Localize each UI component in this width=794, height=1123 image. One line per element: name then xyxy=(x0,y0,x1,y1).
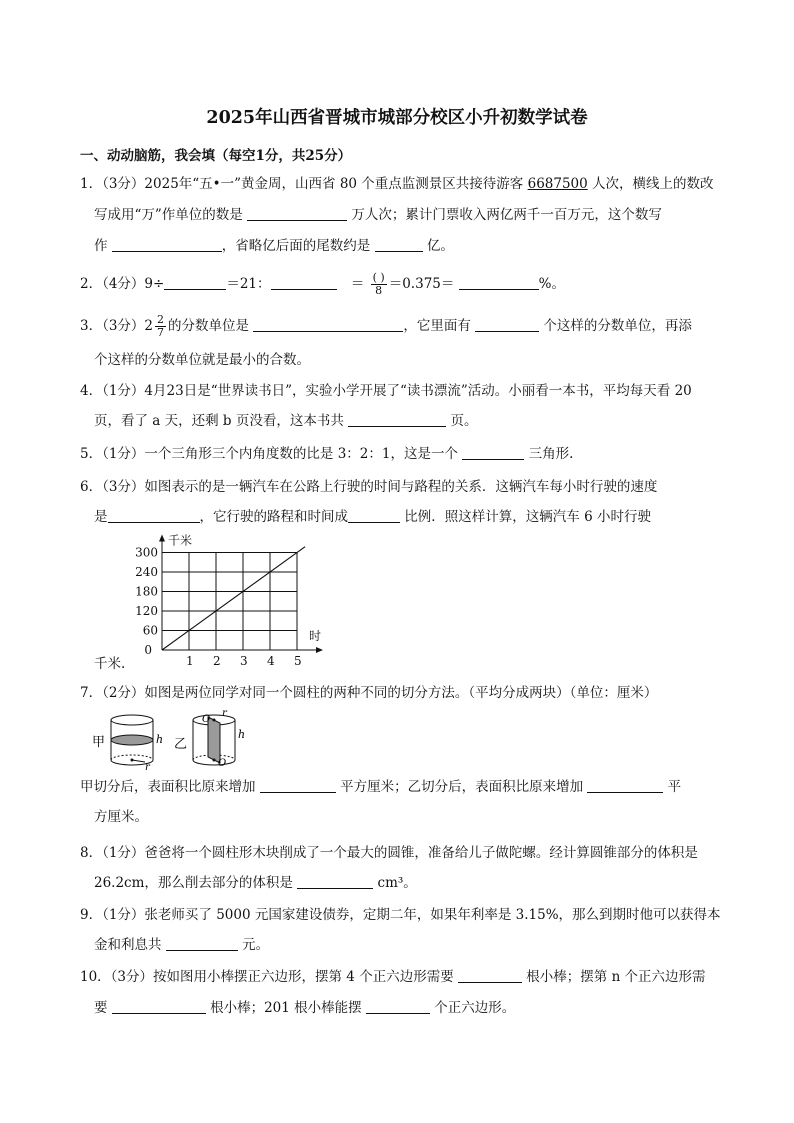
q2-text: %。 xyxy=(538,276,565,292)
q2-text: 2．（4分）9÷ xyxy=(80,276,165,292)
q10-text: 10．（3分）按如图用小棒摆正六边形，摆第 4 个正六边形需要 xyxy=(80,969,458,985)
answer-blank[interactable] xyxy=(297,874,373,889)
exam-title: 2025年山西省晋城市城部分校区小升初数学试卷 xyxy=(206,108,588,128)
q7-line1 xyxy=(80,683,657,703)
fig-label-yi: 乙 xyxy=(174,737,188,752)
answer-blank[interactable] xyxy=(348,508,400,523)
q8-text: 8．（1分）爸爸将一个圆柱形木块削成了一个最大的圆锥，准备给儿子做陀螺。经计算圆锥部分的体积是 xyxy=(80,845,698,861)
x-tick-label: 2 xyxy=(213,654,221,667)
q5-text: 5．（1分）一个三角形三个内角度数的比是 3：2：1，这是一个 xyxy=(80,446,463,462)
q1-line1 xyxy=(80,174,714,194)
answer-blank[interactable] xyxy=(112,237,222,252)
fig-label-h: h xyxy=(238,728,246,741)
answer-blank[interactable] xyxy=(164,275,226,290)
q9-text: 9．（1分）张老师买了 5000 元国家建设债券，定期二年，如果年利率是 3.15%，那么到期时他可以获得本 xyxy=(80,907,721,923)
answer-blank[interactable] xyxy=(112,999,206,1014)
fraction-numerator: ( ) xyxy=(372,271,385,284)
y-axis-label: 千米 xyxy=(168,533,193,548)
q6-text: 6．（3分）如图表示的是一辆汽车在公路上行驶的时间与路程的关系．这辆汽车每小时行驶的速度 xyxy=(80,479,658,495)
q10-text: 要 xyxy=(94,1000,112,1016)
q3-text: 3．（3分）2 xyxy=(80,318,154,334)
q10-line1 xyxy=(80,967,706,987)
q3-text: 个这样的分数单位就是最小的合数。 xyxy=(94,352,310,368)
answer-blank[interactable] xyxy=(166,936,238,951)
y-tick-label: 300 xyxy=(135,545,158,560)
q3-text: ，它里面有 xyxy=(403,318,476,334)
fig-label-r: r xyxy=(222,710,227,719)
q3-line2 xyxy=(94,350,310,370)
q1-text: 作 xyxy=(94,238,112,254)
q3-line1 xyxy=(80,314,692,339)
q8-line1 xyxy=(80,843,698,863)
fig-label-r: r xyxy=(145,762,150,770)
answer-blank[interactable] xyxy=(260,778,336,793)
answer-blank[interactable] xyxy=(366,999,430,1014)
answer-blank[interactable] xyxy=(375,237,423,252)
fig-label-o-bottom: O xyxy=(218,758,227,769)
q4-line2 xyxy=(94,411,477,431)
series-line xyxy=(162,547,305,650)
q1-text: 人次，横线上的数改 xyxy=(587,176,714,192)
y-tick-label: 240 xyxy=(135,565,158,579)
q10-text: 根小棒；201 根小棒能摆 xyxy=(205,1000,366,1016)
q8-text: 26.2cm，那么削去部分的体积是 xyxy=(94,875,298,891)
x-axis-arrow xyxy=(316,647,323,653)
answer-blank[interactable] xyxy=(271,275,337,290)
q7-text: 方厘米。 xyxy=(94,809,148,825)
q5-text: 三角形. xyxy=(524,446,574,462)
q1-line3 xyxy=(94,236,454,256)
q5-line xyxy=(80,444,573,464)
y-axis-arrow xyxy=(159,535,165,542)
q7-text: 甲切分后，表面积比原来增加 xyxy=(80,779,260,795)
cylinder-jia xyxy=(111,715,163,770)
x-tick-label: 3 xyxy=(240,654,248,667)
q10-text: 个正六边形。 xyxy=(429,1000,516,1016)
q2-line xyxy=(80,272,565,297)
answer-blank[interactable] xyxy=(253,317,403,332)
q9-text: 金和利息共 xyxy=(94,937,166,953)
answer-blank[interactable] xyxy=(247,206,347,221)
fig-label-jia: 甲 xyxy=(92,735,106,750)
x-tick-label: 1 xyxy=(186,654,194,667)
q1-text: ，省略亿后面的尾数约是 xyxy=(221,238,375,254)
x-axis-label: 时 xyxy=(309,629,322,643)
q7-line2 xyxy=(80,777,681,797)
q9-text: 元。 xyxy=(237,937,270,953)
fraction-denominator: 7 xyxy=(157,326,165,339)
q1-text: 写成用“万”作单位的数是 xyxy=(94,207,248,223)
y-tick-label: 120 xyxy=(135,604,158,618)
y-tick-label: 60 xyxy=(142,623,158,638)
cylinder-yi xyxy=(193,710,245,769)
q7-text: 7．（2分）如图是两位同学对同一个圆柱的两种不同的切分方法。（平均分成两块）（单位：厘米） xyxy=(80,685,658,701)
answer-blank[interactable] xyxy=(587,778,663,793)
q6-text: ，它行驶的路程和时间成 xyxy=(199,509,348,525)
q1-number: 6687500 xyxy=(527,176,588,192)
q7-text: 平方厘米；乙切分后，表面积比原来增加 xyxy=(335,779,588,795)
fig-label-h: h xyxy=(156,733,164,746)
answer-blank[interactable] xyxy=(475,317,539,332)
q7-text: 平 xyxy=(663,779,682,795)
q4-text: 4．（1分）4月23日是“世界读书日”，实验小学开展了“读书漂流”活动。小丽看一本书，平均每天看 20 xyxy=(80,383,692,399)
q1-text: 亿。 xyxy=(422,238,454,254)
q1-line2 xyxy=(94,205,662,225)
q7-line3 xyxy=(94,807,148,827)
fraction-numerator: 2 xyxy=(157,313,165,326)
q8-text: cm³。 xyxy=(373,875,417,891)
answer-blank[interactable] xyxy=(462,445,524,460)
q9-line1 xyxy=(80,905,721,925)
q8-line2 xyxy=(94,873,417,893)
q3-fraction xyxy=(155,314,166,339)
section-heading: 一、动动脑筋，我会填（每空1分，共25分） xyxy=(80,148,352,164)
x-tick-label: 5 xyxy=(294,654,302,667)
q6-line3 xyxy=(94,654,125,674)
q2-text: ＝ xyxy=(350,276,365,292)
distance-time-chart xyxy=(120,532,330,667)
q9-line2 xyxy=(94,935,269,955)
q4-line1 xyxy=(80,381,692,401)
q3-text: 的分数单位是 xyxy=(168,318,254,334)
x-tick-label: 4 xyxy=(267,654,275,667)
fig-label-o-top: O xyxy=(202,714,211,725)
q2-text: ＝21： xyxy=(226,276,271,292)
q6-text: 千米. xyxy=(94,656,126,672)
chart-series xyxy=(162,547,305,650)
q4-text: 页，看了 a 天，还剩 b 页没看，这本书共 xyxy=(94,413,349,429)
y-tick-label: 180 xyxy=(135,584,158,599)
answer-blank[interactable] xyxy=(108,508,200,523)
answer-blank[interactable] xyxy=(458,968,522,983)
q4-text: 页。 xyxy=(446,413,478,429)
q1-text: 1．（3分）2025年“五•一”黄金周，山西省 80 个重点监测景区共接待游客 xyxy=(80,176,528,192)
fraction-denominator: 8 xyxy=(375,284,383,297)
q6-line2 xyxy=(94,507,651,527)
q10-line2 xyxy=(94,998,515,1018)
origin-label: 0 xyxy=(144,643,152,657)
q6-text: 是 xyxy=(94,509,108,525)
q3-text: 个这样的分数单位，再添 xyxy=(539,318,692,334)
cylinder-figure xyxy=(90,710,270,770)
q2-fraction xyxy=(371,272,387,297)
q2-text: ＝0.375＝ xyxy=(388,276,459,292)
q6-text: 比例．照这样计算，这辆汽车 6 小时行驶 xyxy=(400,509,651,525)
q6-line1 xyxy=(80,477,657,497)
q10-text: 根小棒；摆第 n 个正六边形需 xyxy=(521,969,706,985)
answer-blank[interactable] xyxy=(459,275,539,290)
q1-text: 万人次；累计门票收入两亿两千一百万元，这个数写 xyxy=(347,207,662,223)
answer-blank[interactable] xyxy=(348,412,446,427)
